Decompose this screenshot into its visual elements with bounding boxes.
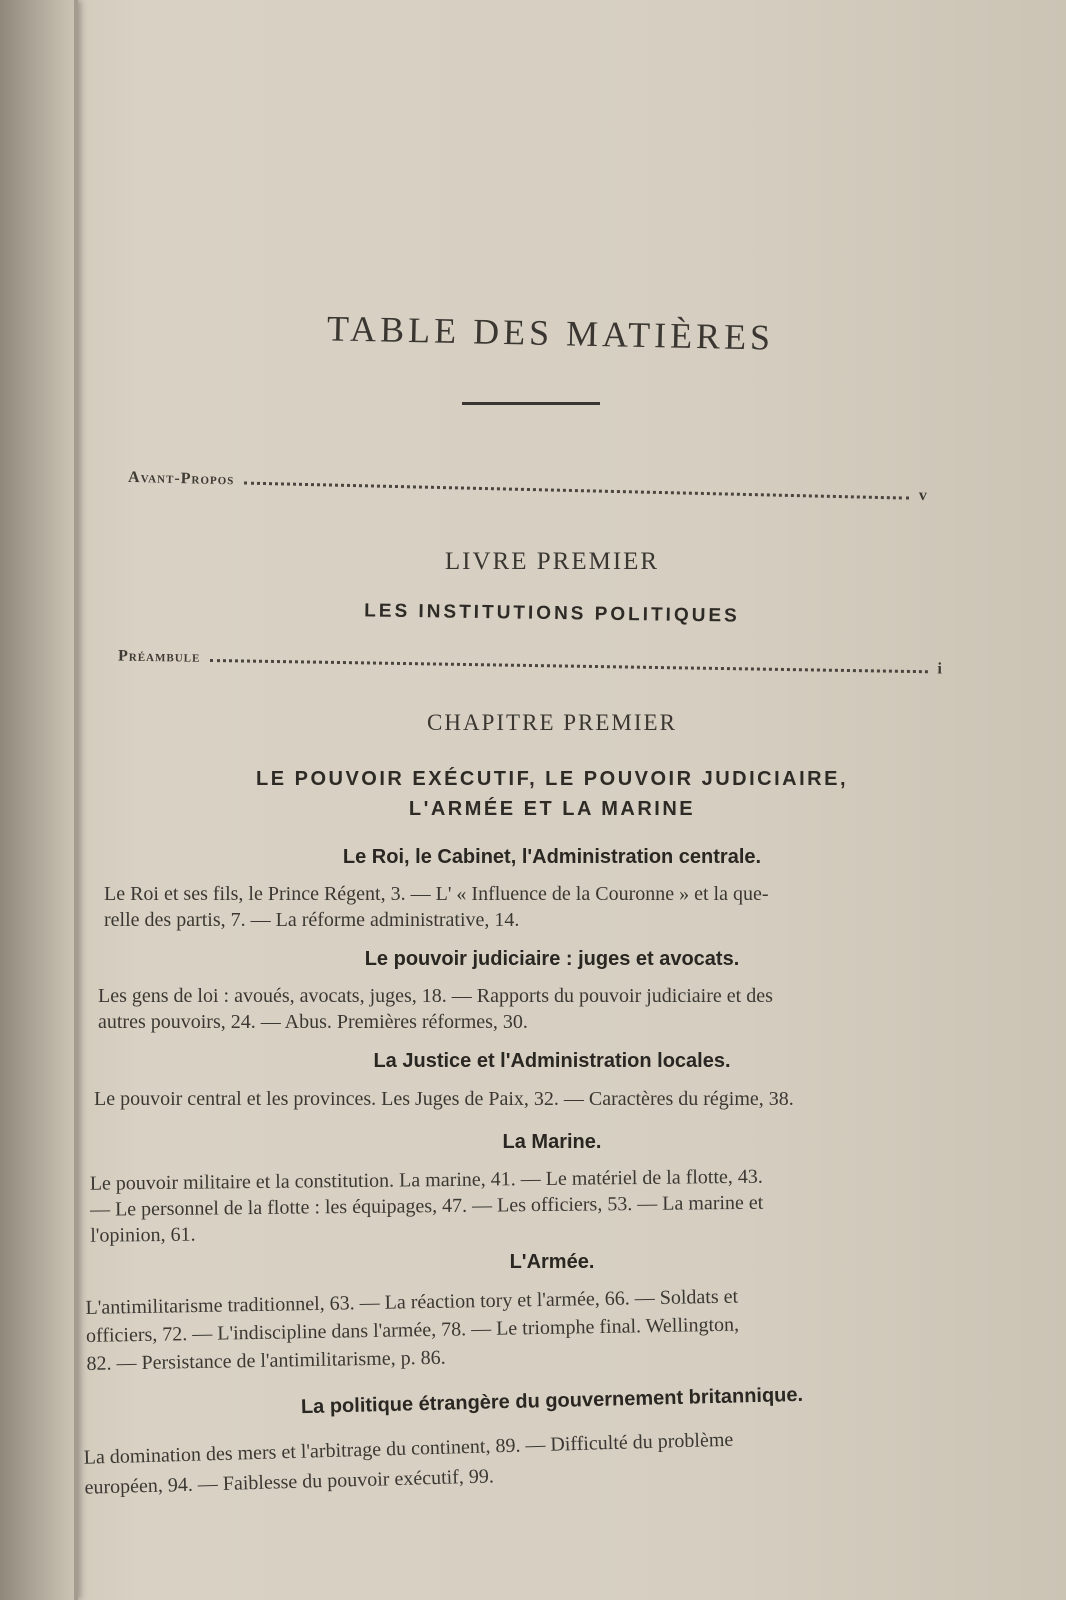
toc-entry-page: v xyxy=(918,486,929,505)
chapitre-title xyxy=(82,764,1022,824)
section-summary xyxy=(83,1417,999,1503)
chapitre-title-line-1: LE POUVOIR EXÉCUTIF, LE POUVOIR JUDICIAIRE, xyxy=(255,768,848,790)
leader-dots xyxy=(244,482,909,500)
summary-line: Le pouvoir militaire et la constitution. La marine, 41. — Le matériel de la flotte, 43. xyxy=(89,1165,763,1195)
summary-line: La domination des mers et l'arbitrage du continent, 89. — Difficulté du problème xyxy=(83,1428,734,1469)
toc-entry-avant-propos xyxy=(128,469,928,505)
section-summary xyxy=(94,1086,994,1112)
summary-line: Les gens de loi : avoués, avocats, juges, 18. — Rapports du pouvoir judiciaire et des xyxy=(98,985,773,1007)
title-rule xyxy=(462,402,600,405)
leader-dots xyxy=(210,659,927,673)
summary-line: — Le personnel de la flotte : les équipages, 47. — Les officiers, 53. — La marine et xyxy=(89,1191,764,1221)
summary-line: Le Roi et ses fils, le Prince Régent, 3. — L' « Influence de la Couronne » et la que- xyxy=(104,883,769,905)
livre-subtitle: LES INSTITUTIONS POLITIQUES xyxy=(364,600,740,627)
summary-line: L'antimilitarisme traditionnel, 63. — La réaction tory et l'armée, 66. — Soldats et xyxy=(85,1285,739,1319)
section-heading: La Justice et l'Administration locales. xyxy=(373,1050,731,1072)
spine-edge xyxy=(74,0,78,1600)
summary-line: officiers, 72. — L'indiscipline dans l'armée, 78. — Le triomphe final. Wellington, xyxy=(85,1313,740,1347)
summary-line: l'opinion, 61. xyxy=(90,1223,196,1247)
summary-line: Le pouvoir central et les provinces. Les Juges de Paix, 32. — Caractères du régime, 38. xyxy=(94,1088,794,1110)
section-summary xyxy=(90,1161,996,1248)
livre-heading: LIVRE PREMIER xyxy=(444,548,660,575)
section-heading: L'Armée. xyxy=(509,1251,595,1273)
summary-line: relle des partis, 7. — La réforme administrative, 14. xyxy=(104,909,520,931)
toc-entry-label: Préambule xyxy=(117,647,201,666)
summary-line: européen, 94. — Faiblesse du pouvoir exécutif, 99. xyxy=(84,1465,495,1499)
summary-line: autres pouvoirs, 24. — Abus. Premières réformes, 30. xyxy=(98,1011,528,1033)
section-heading: Le Roi, le Cabinet, l'Administration centrale. xyxy=(342,846,762,868)
page-title: TABLE DES MATIÈRES xyxy=(326,308,775,358)
page-content xyxy=(82,0,1022,1600)
section-heading: La Marine. xyxy=(502,1131,602,1153)
section-summary xyxy=(85,1278,998,1378)
chapitre-heading: CHAPITRE PREMIER xyxy=(427,710,677,735)
section-summary xyxy=(98,983,988,1035)
section-heading: La politique étrangère du gouvernement britannique. xyxy=(300,1383,804,1419)
toc-entry-preambule xyxy=(118,648,943,679)
book-spine xyxy=(0,0,78,1600)
toc-entry-page: i xyxy=(937,660,944,678)
chapitre-title-line-2: L'ARMÉE ET LA MARINE xyxy=(408,798,696,820)
summary-line: 82. — Persistance de l'antimilitarisme, p. 86. xyxy=(86,1346,446,1375)
toc-entry-label: Avant-Propos xyxy=(127,468,235,489)
section-summary xyxy=(104,881,984,933)
section-heading: Le pouvoir judiciaire : juges et avocats. xyxy=(364,948,740,970)
